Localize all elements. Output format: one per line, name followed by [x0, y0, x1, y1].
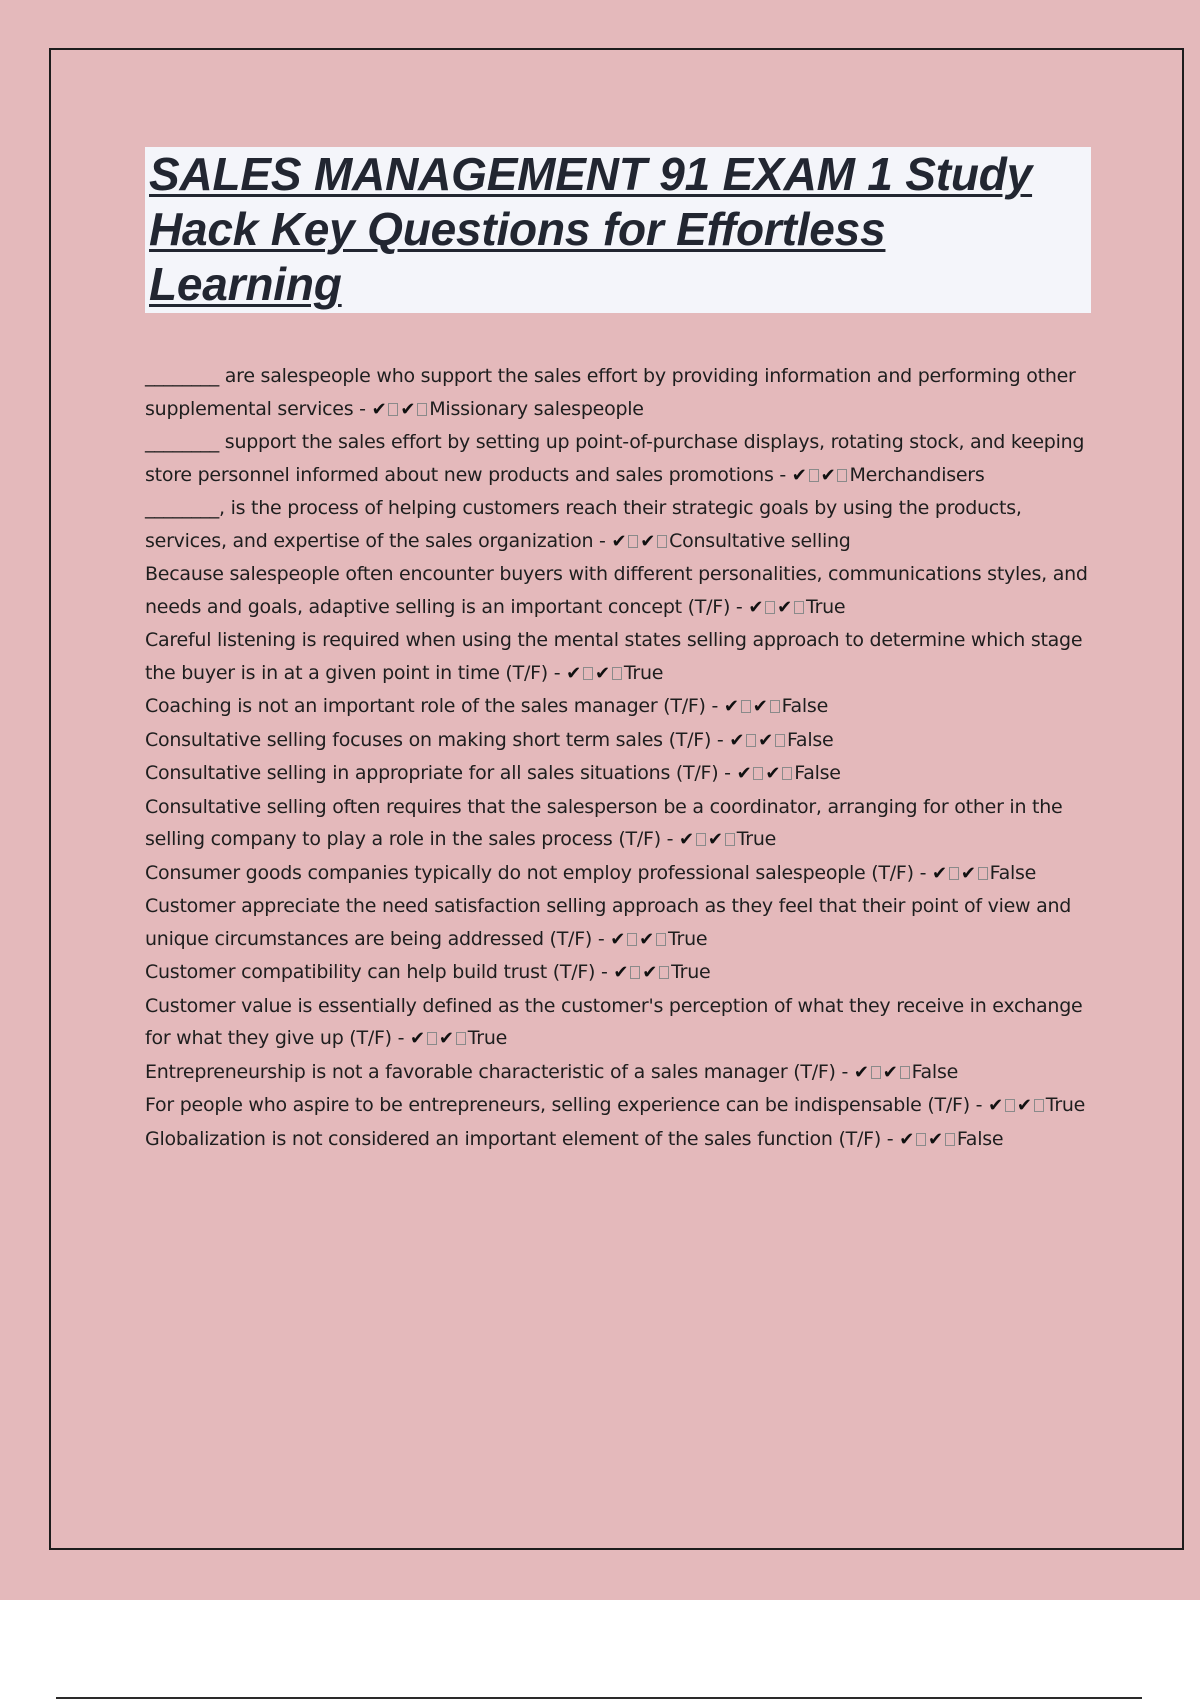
empty-box-icon — [417, 403, 427, 416]
empty-box-icon — [628, 535, 638, 548]
empty-box-icon — [725, 833, 735, 846]
empty-box-icon — [1005, 1099, 1015, 1112]
check-mark-icon: ✔ — [752, 696, 768, 717]
check-mark-icon: ✔ — [882, 1061, 898, 1083]
empty-box-icon — [656, 933, 666, 946]
answer-marker — [611, 531, 669, 552]
check-mark-icon: ✔ — [931, 862, 947, 884]
qa-item — [145, 890, 1095, 956]
answer-text: True — [736, 828, 777, 850]
empty-box-icon — [612, 667, 622, 680]
answer-marker — [988, 1095, 1046, 1116]
question-text: Consultative selling focuses on making short term sales (T/F) - — [145, 728, 730, 751]
check-mark-icon: ✔ — [679, 829, 694, 850]
answer-marker — [737, 763, 795, 784]
empty-box-icon — [583, 667, 593, 680]
empty-box-icon — [794, 601, 804, 614]
question-text: Customer compatibility can help build trust (T/F) - — [145, 961, 614, 983]
answer-marker — [748, 597, 806, 618]
qa-item — [145, 990, 1095, 1056]
check-mark-icon: ✔ — [729, 729, 745, 751]
answer-marker — [792, 465, 850, 486]
check-mark-icon: ✔ — [371, 398, 387, 420]
empty-box-icon — [427, 1032, 437, 1045]
qa-item — [145, 360, 1095, 426]
qa-item — [145, 956, 1095, 990]
question-list — [145, 360, 1095, 1156]
empty-box-icon — [696, 833, 706, 846]
answer-marker — [729, 730, 787, 751]
empty-box-icon — [949, 867, 959, 880]
answer-text: True — [623, 661, 664, 684]
answer-text: False — [781, 695, 829, 717]
qa-item — [145, 857, 1095, 891]
footer-divider — [56, 1697, 1142, 1699]
check-mark-icon: ✔ — [791, 464, 807, 486]
empty-box-icon — [765, 601, 775, 614]
answer-text: Missionary salespeople — [429, 397, 644, 420]
check-mark-icon: ✔ — [611, 530, 627, 552]
check-mark-icon: ✔ — [899, 1128, 915, 1150]
answer-text: Consultative selling — [669, 529, 851, 552]
check-mark-icon: ✔ — [640, 530, 656, 552]
qa-item — [145, 690, 1095, 724]
question-text: Customer value is essentially defined as the customer's perception of what they receive in exchange for what they give up (T/F) - — [145, 994, 1083, 1049]
empty-box-icon — [900, 1066, 910, 1079]
empty-box-icon — [627, 933, 637, 946]
title-banner — [145, 147, 1091, 313]
empty-box-icon — [770, 700, 780, 713]
empty-box-icon — [741, 700, 751, 713]
qa-item — [145, 1089, 1095, 1123]
empty-box-icon — [782, 767, 792, 780]
qa-item — [145, 1056, 1095, 1090]
check-mark-icon: ✔ — [748, 596, 764, 618]
check-mark-icon: ✔ — [566, 662, 581, 684]
check-mark-icon: ✔ — [820, 464, 836, 486]
qa-item — [145, 757, 1095, 791]
answer-text: True — [667, 927, 708, 950]
question-text: Consultative selling in appropriate for all sales situations (T/F) - — [145, 762, 737, 784]
empty-box-icon — [388, 403, 398, 416]
empty-box-icon — [657, 535, 667, 548]
empty-box-icon — [1034, 1099, 1044, 1112]
answer-text: True — [467, 1027, 508, 1049]
check-mark-icon: ✔ — [438, 1028, 454, 1049]
check-mark-icon: ✔ — [594, 662, 610, 684]
answer-text: True — [1045, 1094, 1086, 1116]
answer-marker — [566, 663, 624, 684]
check-mark-icon: ✔ — [777, 596, 792, 618]
empty-box-icon — [871, 1066, 881, 1079]
check-mark-icon: ✔ — [960, 862, 976, 884]
qa-item — [145, 426, 1095, 492]
check-mark-icon: ✔ — [639, 928, 654, 950]
question-text: Globalization is not considered an important element of the sales function (T/F) - — [145, 1127, 900, 1150]
check-mark-icon: ✔ — [758, 729, 773, 751]
check-mark-icon: ✔ — [765, 763, 781, 784]
check-mark-icon: ✔ — [736, 763, 752, 784]
empty-box-icon — [837, 469, 847, 482]
empty-box-icon — [978, 867, 988, 880]
question-text: ________ are salespeople who support the sales effort by providing information and performing other supplemental services - — [145, 365, 1076, 420]
empty-box-icon — [746, 734, 756, 747]
check-mark-icon: ✔ — [928, 1128, 943, 1150]
answer-text: Merchandisers — [849, 463, 985, 486]
empty-box-icon — [945, 1133, 955, 1146]
check-mark-icon: ✔ — [613, 962, 629, 983]
answer-marker — [679, 829, 737, 850]
answer-marker — [613, 962, 671, 983]
answer-marker — [724, 696, 782, 717]
answer-text: False — [911, 1060, 959, 1083]
answer-marker — [854, 1062, 912, 1083]
question-text: ________ support the sales effort by setting up point-of-purchase displays, rotating stock, and keeping store personnel informed about new products and sales promotions - — [145, 431, 1085, 486]
answer-marker — [610, 929, 668, 950]
document-title: SALES MANAGEMENT 91 EXAM 1 Study Hack Key Questions for Effortless Learning — [149, 148, 1033, 310]
check-mark-icon: ✔ — [610, 928, 626, 950]
answer-marker — [899, 1129, 957, 1150]
qa-item — [145, 624, 1095, 690]
qa-item — [145, 492, 1095, 558]
check-mark-icon: ✔ — [707, 829, 723, 850]
empty-box-icon — [659, 966, 669, 979]
empty-box-icon — [630, 966, 640, 979]
qa-item — [145, 791, 1095, 857]
answer-text: False — [956, 1127, 1004, 1150]
empty-box-icon — [456, 1032, 466, 1045]
check-mark-icon: ✔ — [1016, 1095, 1032, 1116]
question-text: ________, is the process of helping customers reach their strategic goals by using the products, services, and expertise of the sales organization - — [145, 497, 1022, 552]
empty-box-icon — [809, 469, 819, 482]
answer-marker — [410, 1028, 468, 1049]
question-text: For people who aspire to be entrepreneurs, selling experience can be indispensable (T/F) - — [145, 1094, 989, 1116]
qa-item — [145, 724, 1095, 758]
question-text: Coaching is not an important role of the sales manager (T/F) - — [145, 695, 724, 717]
answer-text: False — [989, 861, 1037, 884]
question-text: Consultative selling often requires that the salesperson be a coordinator, arranging for other in the selling company to play a role in the sales process (T/F) - — [145, 795, 1063, 850]
question-text: Entrepreneurship is not a favorable characteristic of a sales manager (T/F) - — [145, 1060, 854, 1083]
question-text: Careful listening is required when using the mental states selling approach to determine which stage the buyer is in at a given point in time (T/F) - — [145, 629, 1083, 684]
question-text: Customer appreciate the need satisfaction selling approach as they feel that their point of view and unique circumstances are being addressed (T/F) - — [145, 895, 1072, 950]
qa-item — [145, 1123, 1095, 1157]
answer-marker — [372, 399, 430, 420]
empty-box-icon — [775, 734, 785, 747]
qa-item — [145, 558, 1095, 624]
check-mark-icon: ✔ — [400, 398, 416, 420]
empty-box-icon — [916, 1133, 926, 1146]
answer-marker — [932, 863, 990, 884]
question-text: Consumer goods companies typically do not employ professional salespeople (T/F) - — [145, 861, 932, 884]
check-mark-icon: ✔ — [723, 696, 739, 717]
check-mark-icon: ✔ — [642, 962, 658, 983]
check-mark-icon: ✔ — [853, 1061, 869, 1083]
answer-text: True — [671, 961, 711, 983]
answer-text: False — [794, 762, 841, 784]
answer-text: True — [806, 595, 846, 618]
check-mark-icon: ✔ — [988, 1095, 1003, 1116]
empty-box-icon — [753, 767, 763, 780]
answer-text: False — [787, 728, 834, 751]
check-mark-icon: ✔ — [410, 1028, 425, 1049]
question-text: Because salespeople often encounter buyers with different personalities, communications styles, and needs and goals, adaptive selling is an important concept (T/F) - — [145, 563, 1088, 618]
